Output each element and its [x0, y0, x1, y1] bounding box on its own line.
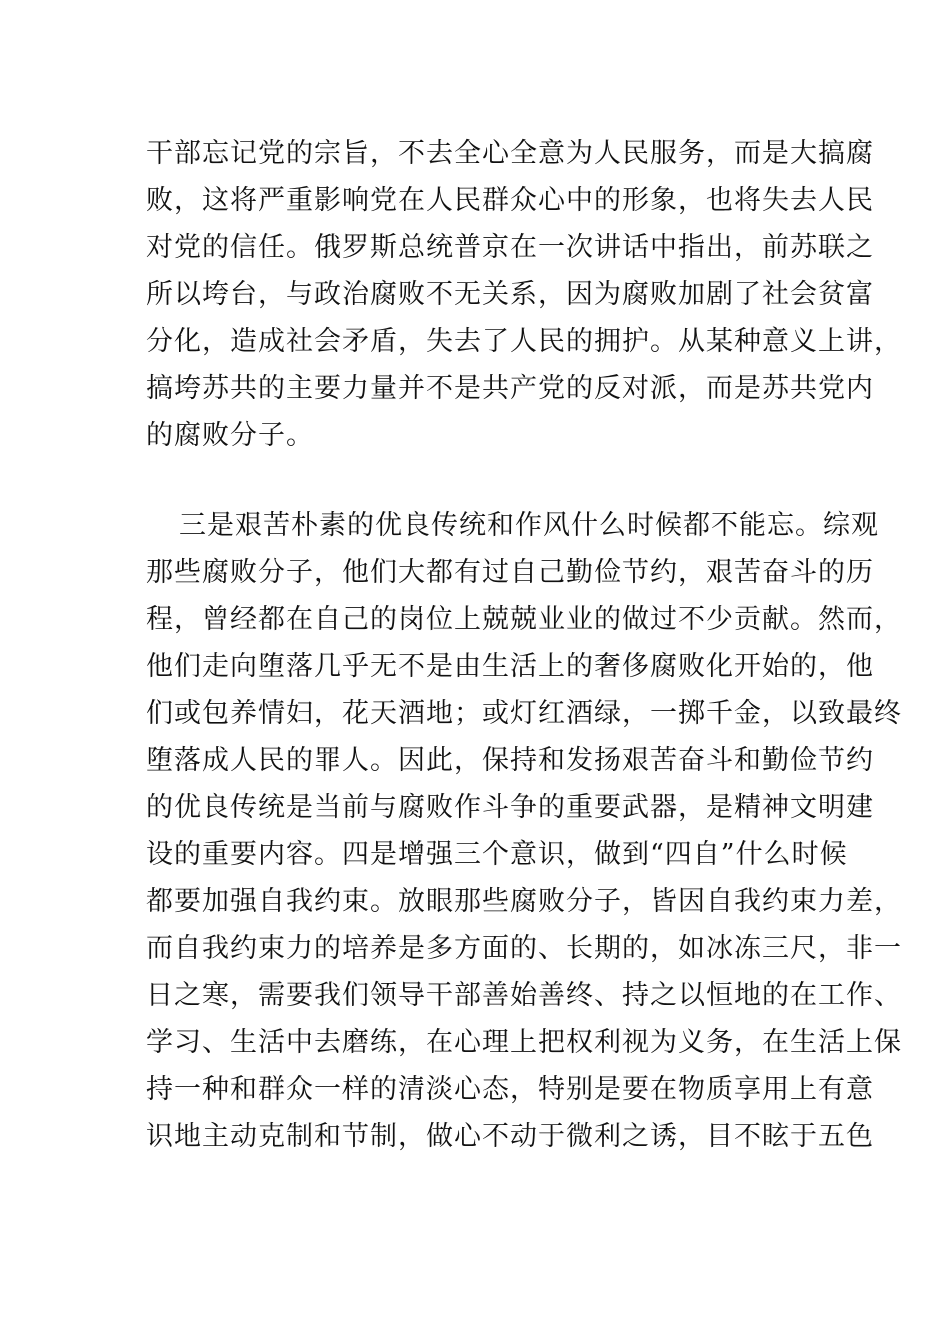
text-line: 日之寒，需要我们领导干部善始善终、持之以恒地的在工作、	[146, 980, 902, 1011]
text-line: 干部忘记党的宗旨，不去全心全意为人民服务，而是大搞腐	[146, 138, 874, 169]
text-line: 们或包养情妇，花天酒地；或灯红酒绿，一掷千金，以致最终	[146, 698, 902, 729]
text-line: 设的重要内容。四是增强三个意识，做到“四自”什么时候	[146, 839, 848, 870]
paragraph-2	[146, 502, 902, 1160]
text-line: 所以垮台，与政治腐败不无关系，因为腐败加剧了社会贫富	[146, 279, 874, 310]
text-line: 学习、生活中去磨练，在心理上把权利视为义务，在生活上保	[146, 1027, 902, 1058]
text-line: 的优良传统是当前与腐败作斗争的重要武器，是精神文明建	[146, 792, 874, 823]
text-line: 程，曾经都在自己的岗位上兢兢业业的做过不少贡献。然而，	[146, 604, 902, 635]
paragraph-1	[146, 130, 902, 459]
text-line: 持一种和群众一样的清淡心态，特别是要在物质享用上有意	[146, 1074, 874, 1105]
text-line: 对党的信任。俄罗斯总统普京在一次讲话中指出，前苏联之	[146, 232, 874, 263]
text-line: 堕落成人民的罪人。因此，保持和发扬艰苦奋斗和勤俭节约	[146, 745, 874, 776]
text-line: 败，这将严重影响党在人民群众心中的形象，也将失去人民	[146, 185, 874, 216]
text-line: 那些腐败分子，他们大都有过自己勤俭节约，艰苦奋斗的历	[146, 557, 874, 588]
text-line: 他们走向堕落几乎无不是由生活上的奢侈腐败化开始的，他	[146, 651, 874, 682]
text-line: 搞垮苏共的主要力量并不是共产党的反对派，而是苏共党内	[146, 373, 874, 404]
text-line: 的腐败分子。	[146, 420, 314, 451]
text-line: 三是艰苦朴素的优良传统和作风什么时候都不能忘。综观	[179, 510, 879, 541]
text-line: 而自我约束力的培养是多方面的、长期的，如冰冻三尺，非一	[146, 933, 902, 964]
text-line: 都要加强自我约束。放眼那些腐败分子，皆因自我约束力差，	[146, 886, 902, 917]
text-line: 分化，造成社会矛盾，失去了人民的拥护。从某种意义上讲，	[146, 326, 902, 357]
text-line: 识地主动克制和节制，做心不动于微利之诱，目不眩于五色	[146, 1121, 874, 1152]
